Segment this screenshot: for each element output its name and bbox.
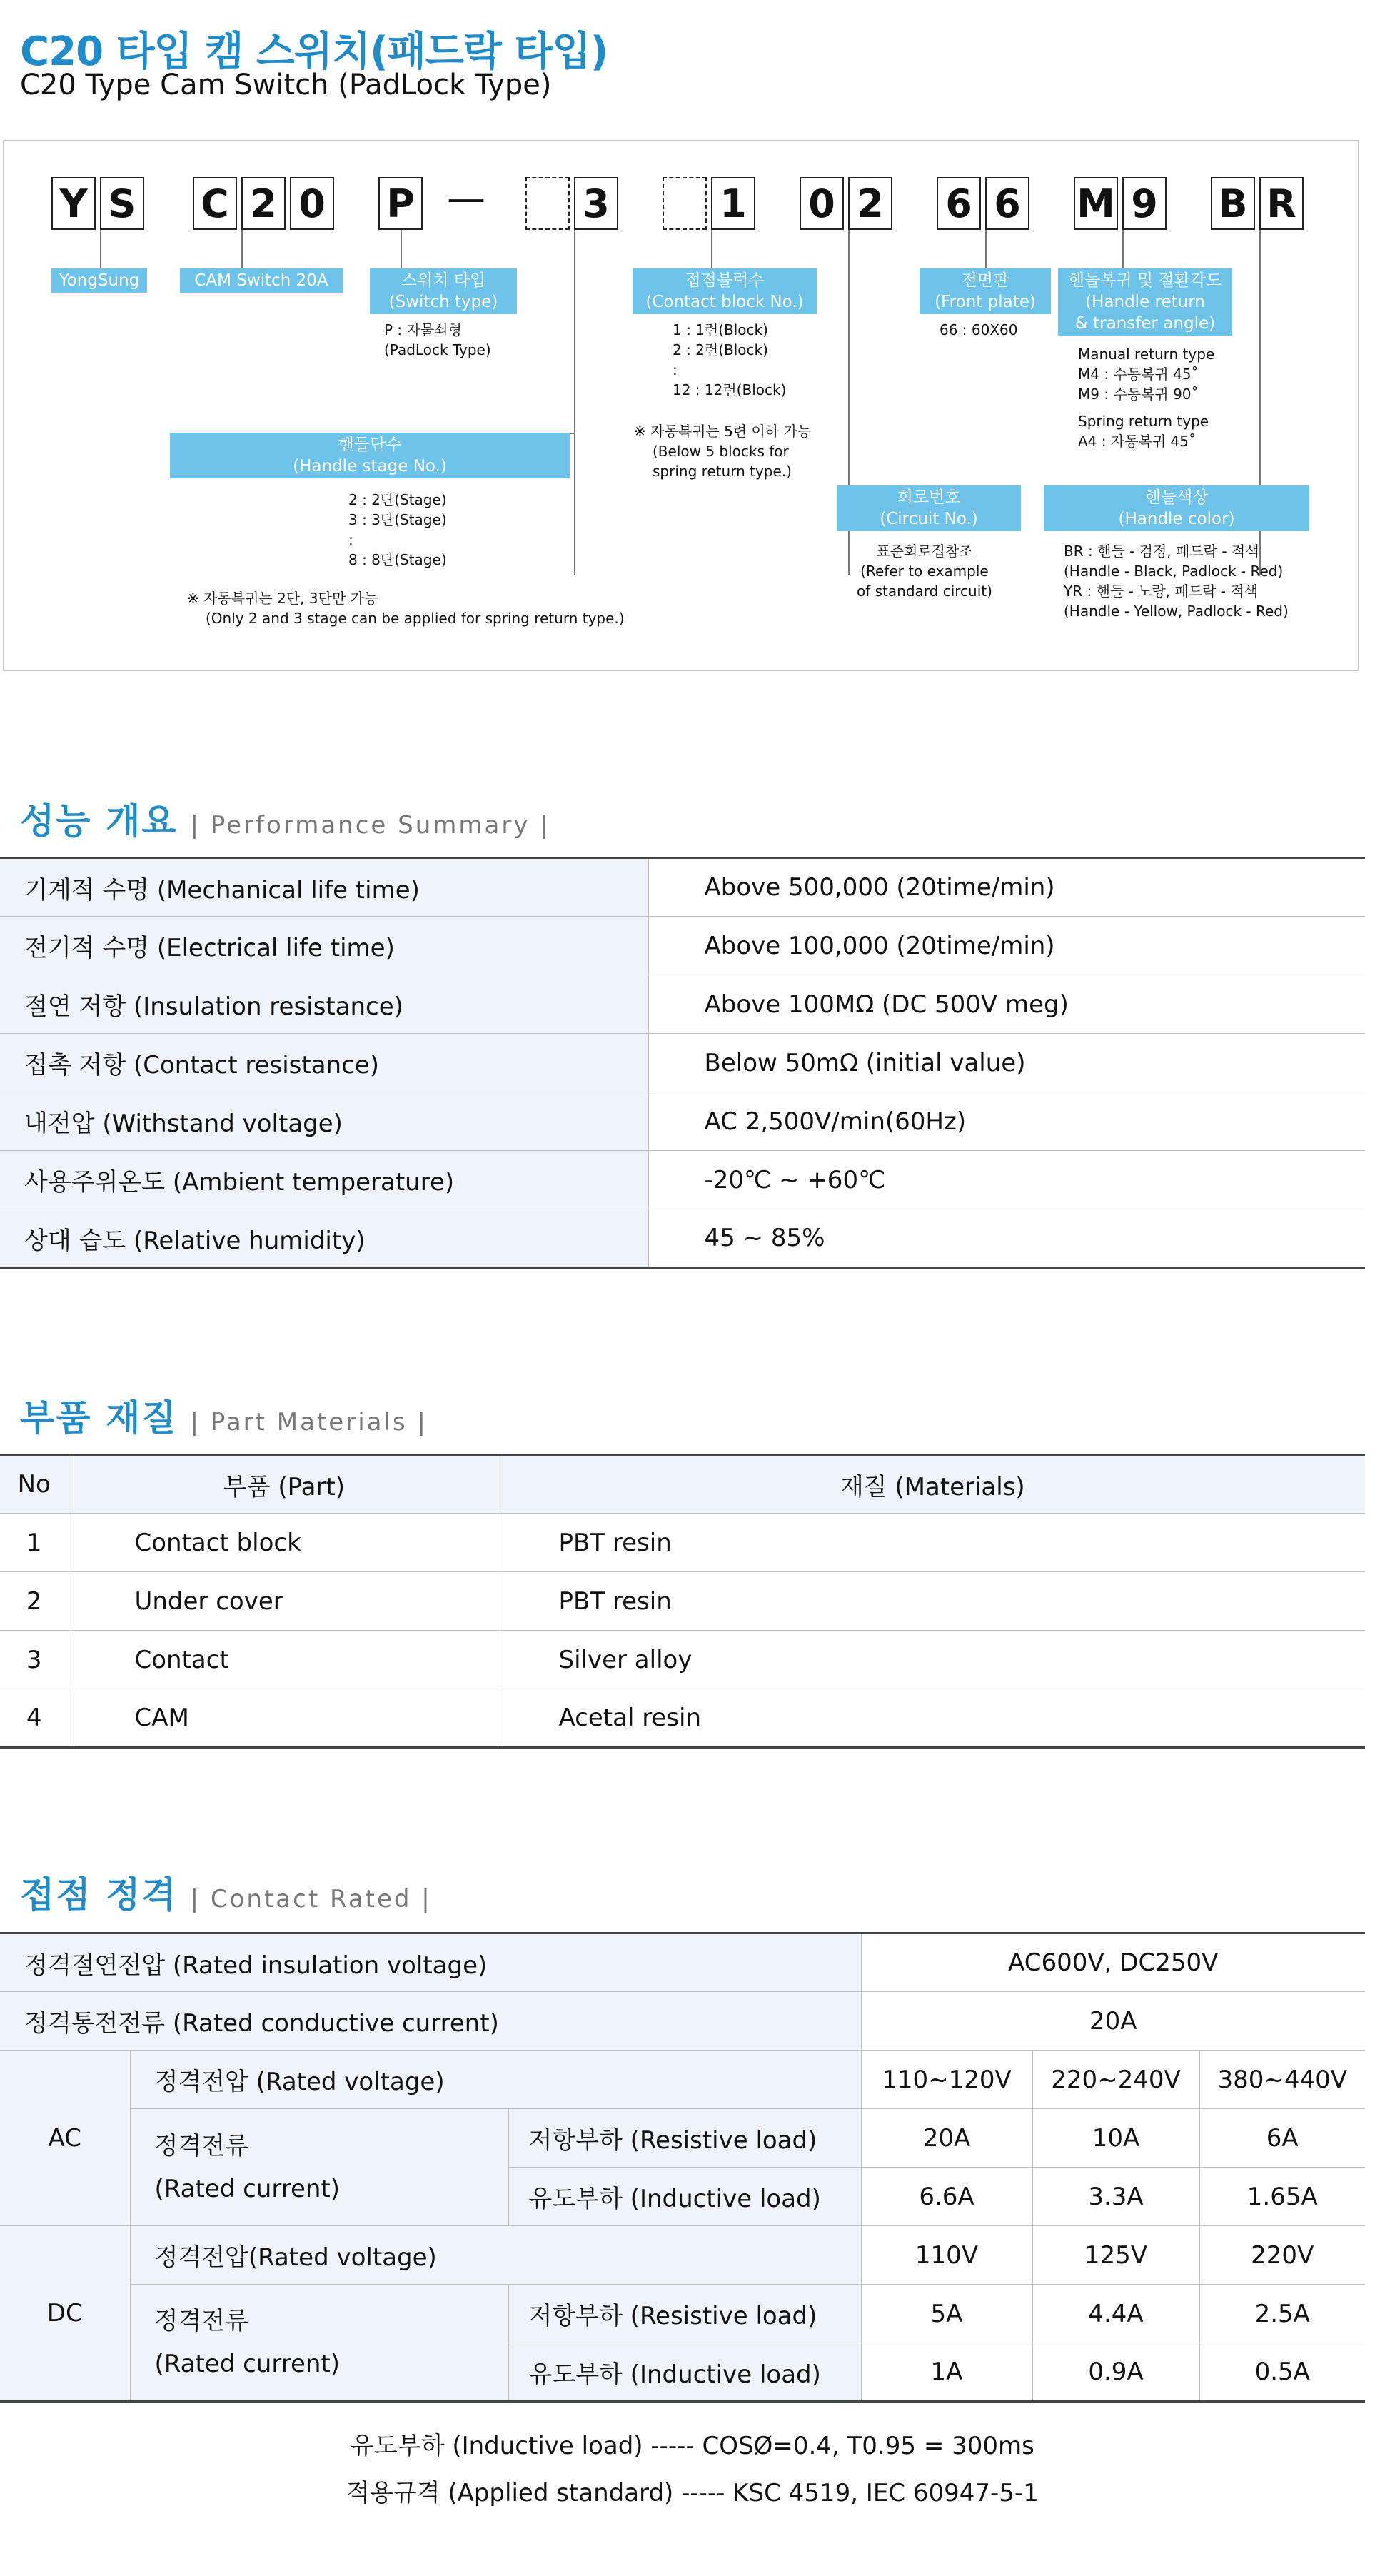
table-row: 정격전류 (Rated current) 저항부하 (Resistive load) 5A 4.4A 2.5A [0, 2285, 1365, 2343]
performance-table [0, 857, 1365, 1269]
note-circuit: 표준회로집참조 (Refer to example of standard circuit) [857, 543, 992, 600]
page-subtitle: C20 Type Cam Switch (PadLock Type) [20, 69, 552, 101]
code-char: 2 [241, 177, 286, 230]
label-contact-block: 접점블럭수 (Contact block No.) [633, 268, 817, 314]
model-code-diagram [3, 140, 1359, 671]
table-row: DC 정격전압(Rated voltage) 110V 125V 220V [0, 2226, 1365, 2285]
label-handle-return: 핸들복귀 및 절환각도 (Handle return & transfer angle) [1058, 268, 1232, 336]
column-header-part: 부품 (Part) [69, 1455, 500, 1514]
table-row: 1 Contact block PBT resin [0, 1514, 1365, 1572]
label-handle-stage: 핸들단수 (Handle stage No.) [170, 433, 570, 478]
code-char: C [193, 177, 237, 230]
table-row: 유도부하 (Inductive load) 6.6A 3.3A 1.65A [0, 2168, 1365, 2226]
table-row: 정격절연전압 (Rated insulation voltage) AC600V, DC250V [0, 1933, 1365, 1992]
note-handle-color: BR : 핸들 - 검정, 패드락 - 적색 (Handle - Black, Padlock - Red) YR : 핸들 - 노랑, 패드락 - 적색 (Handle - Yellow, Padlock - Red) [1064, 543, 1289, 620]
code-char: 1 [711, 177, 755, 230]
code-separator: — [447, 176, 485, 221]
table-row: 유도부하 (Inductive load) 1A 0.9A 0.5A [0, 2343, 1365, 2402]
table-row: 정격전류 (Rated current) 저항부하 (Resistive load) 20A 10A 6A [0, 2109, 1365, 2168]
page-title: C20 타입 캠 스위치(패드락 타입) [20, 29, 608, 75]
note-handle-stage: 2 : 2단(Stage) 3 : 3단(Stage) : 8 : 8단(Stage) [348, 491, 447, 568]
label-handle-color: 핸들색상 (Handle color) [1044, 485, 1309, 531]
code-char: 9 [1122, 177, 1167, 230]
code-char: 6 [937, 177, 981, 230]
note-spring-return-stages: ※ 자동복귀는 2단, 3단만 가능 (Only 2 and 3 stage can be applied for spring return type.) [187, 590, 625, 627]
table-row: 4 CAM Acetal resin [0, 1689, 1365, 1748]
section-title-rated: 접점 정격 | Contact Rated | [20, 1874, 432, 1916]
table-row: 정격통전전류 (Rated conductive current) 20A [0, 1992, 1365, 2051]
materials-table [0, 1454, 1365, 1749]
table-row: 내전압 (Withstand voltage) AC 2,500V/min(60Hz) [0, 1092, 1365, 1151]
column-header-no: No [0, 1455, 69, 1514]
table-row: 사용주위온도 (Ambient temperature) -20℃ ~ +60℃ [0, 1151, 1365, 1209]
note-contact-block: 1 : 1련(Block) 2 : 2련(Block) : 12 : 12련(Block) [673, 321, 787, 398]
label-yongsung: YongSung [51, 268, 147, 293]
section-title-performance: 성능 개요 | Performance Summary | [20, 800, 550, 842]
footer-inductive-note: 유도부하 (Inductive load) ----- COSØ=0.4, T0.95 = 300ms [351, 2432, 1034, 2460]
code-char: 0 [290, 177, 334, 230]
rated-table [0, 1932, 1365, 2403]
column-header-material: 재질 (Materials) [500, 1455, 1365, 1514]
table-row: 상대 습도 (Relative humidity) 45 ~ 85% [0, 1209, 1365, 1268]
table-row: AC 정격전압 (Rated voltage) 110~120V 220~240V 380~440V [0, 2051, 1365, 2109]
code-char: Y [51, 177, 96, 230]
note-handle-return: Manual return type M4 : 수동복귀 45˚ M9 : 수동복귀 90˚ Spring return type A4 : 자동복귀 45˚ [1078, 346, 1215, 450]
table-row: 전기적 수명 (Electrical life time) Above 100,000 (20time/min) [0, 917, 1365, 975]
label-circuit: 회로번호 (Circuit No.) [837, 485, 1021, 531]
code-char: 3 [574, 177, 618, 230]
label-switch-type: 스위치 타입 (Switch type) [370, 268, 517, 314]
code-char: P [378, 177, 423, 230]
code-char: 6 [985, 177, 1029, 230]
footer-applied-standard: 적용규격 (Applied standard) ----- KSC 4519, IEC 60947-5-1 [346, 2479, 1039, 2507]
code-char: 0 [800, 177, 844, 230]
code-char: 2 [848, 177, 892, 230]
note-switch-type: P : 자물쇠형 (PadLock Type) [384, 321, 491, 358]
table-row: 3 Contact Silver alloy [0, 1631, 1365, 1689]
note-front-plate: 66 : 60X60 [940, 321, 1018, 338]
code-placeholder [525, 177, 570, 230]
code-char: M [1074, 177, 1118, 230]
code-char: B [1211, 177, 1255, 230]
note-spring-return-blocks: ※ 자동복귀는 5련 이하 가능 (Below 5 blocks for spring return type.) [634, 423, 812, 480]
section-title-materials: 부품 재질 | Part Materials | [20, 1397, 428, 1439]
table-row: 접촉 저항 (Contact resistance) Below 50mΩ (initial value) [0, 1034, 1365, 1092]
code-char: S [100, 177, 144, 230]
table-row: 절연 저항 (Insulation resistance) Above 100MΩ (DC 500V meg) [0, 975, 1365, 1034]
table-row: 기계적 수명 (Mechanical life time) Above 500,000 (20time/min) [0, 858, 1365, 917]
label-cam-switch: CAM Switch 20A [180, 268, 343, 293]
label-front-plate: 전면판 (Front plate) [920, 268, 1051, 314]
code-placeholder [663, 177, 707, 230]
table-row: 2 Under cover PBT resin [0, 1572, 1365, 1631]
code-char: R [1259, 177, 1304, 230]
